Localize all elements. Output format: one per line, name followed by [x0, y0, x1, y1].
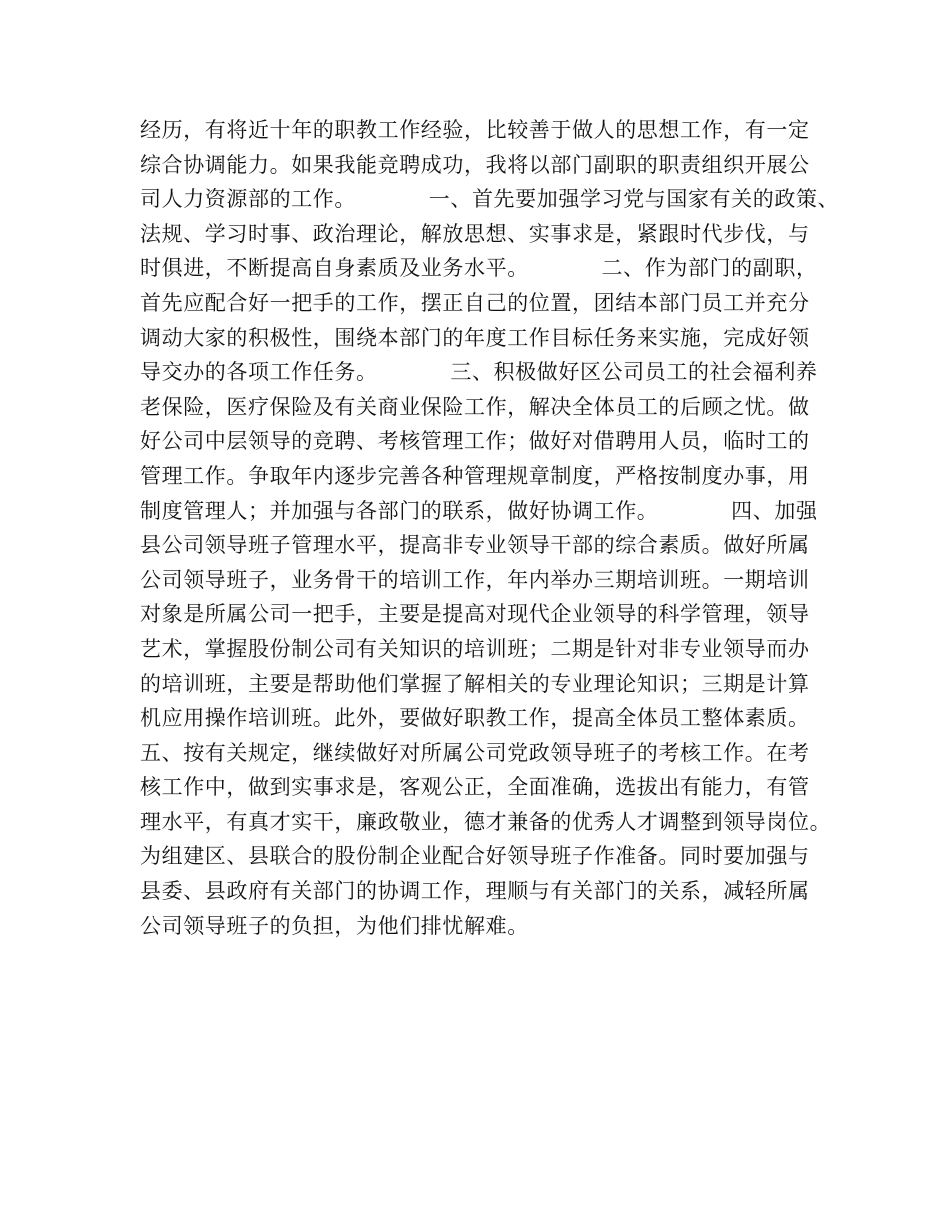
text-line: 县委、县政府有关部门的协调工作，理顺与有关部门的关系，减轻所属	[140, 879, 810, 904]
text-line: 公司领导班子的负担，为他们排忧解难。	[140, 913, 529, 938]
text-line: 五、按有关规定，继续做好对所属公司党政领导班子的考核工作。在考	[140, 740, 810, 765]
text-line: 调动大家的积极性，围绕本部门的年度工作目标任务来实施，完成好领	[140, 325, 810, 350]
text-line: 司人力资源部的工作。 一、首先要加强学习党与国家有关的政策、	[140, 187, 840, 212]
text-line: 法规、学习时事、政治理论，解放思想、实事求是，紧跟时代步伐，与	[140, 221, 810, 246]
text-line: 老保险，医疗保险及有关商业保险工作，解决全体员工的后顾之忧。做	[140, 394, 810, 419]
text-line: 制度管理人；并加强与各部门的联系，做好协调工作。 四、加强	[140, 498, 818, 523]
text-line: 首先应配合好一把手的工作，摆正自己的位置，团结本部门员工并充分	[140, 290, 810, 315]
text-line: 公司领导班子，业务骨干的培训工作，年内举办三期培训班。一期培训	[140, 567, 810, 592]
text-line: 经历，有将近十年的职教工作经验，比较善于做人的思想工作，有一定	[140, 118, 810, 142]
text-line: 艺术，掌握股份制公司有关知识的培训班；二期是针对非专业领导而办	[140, 636, 810, 661]
text-line: 综合协调能力。如果我能竞聘成功，我将以部门副职的职责组织开展公	[140, 152, 810, 177]
text-line: 管理工作。争取年内逐步完善各种管理规章制度，严格按制度办事，用	[140, 463, 810, 488]
text-line: 机应用操作培训班。此外，要做好职教工作，提高全体员工整体素质。	[140, 706, 810, 731]
text-line: 时俱进，不断提高自身素质及业务水平。 二、作为部门的副职，	[140, 256, 818, 281]
text-line: 的培训班，主要是帮助他们掌握了解相关的专业理论知识；三期是计算	[140, 671, 810, 696]
text-line: 县公司领导班子管理水平，提高非专业领导干部的综合素质。做好所属	[140, 533, 810, 558]
text-line: 导交办的各项工作任务。 三、积极做好区公司员工的社会福利养	[140, 360, 818, 385]
text-line: 为组建区、县联合的股份制企业配合好领导班子作准备。同时要加强与	[140, 844, 810, 869]
text-line: 对象是所属公司一把手，主要是提高对现代企业领导的科学管理，领导	[140, 602, 810, 627]
text-line: 核工作中，做到实事求是，客观公正，全面准确，选拔出有能力，有管	[140, 775, 810, 800]
text-line: 好公司中层领导的竞聘、考核管理工作；做好对借聘用人员，临时工的	[140, 429, 810, 454]
text-line: 理水平，有真才实干，廉政敬业，德才兼备的优秀人才调整到领导岗位。	[140, 809, 832, 834]
body-text	[140, 113, 840, 943]
